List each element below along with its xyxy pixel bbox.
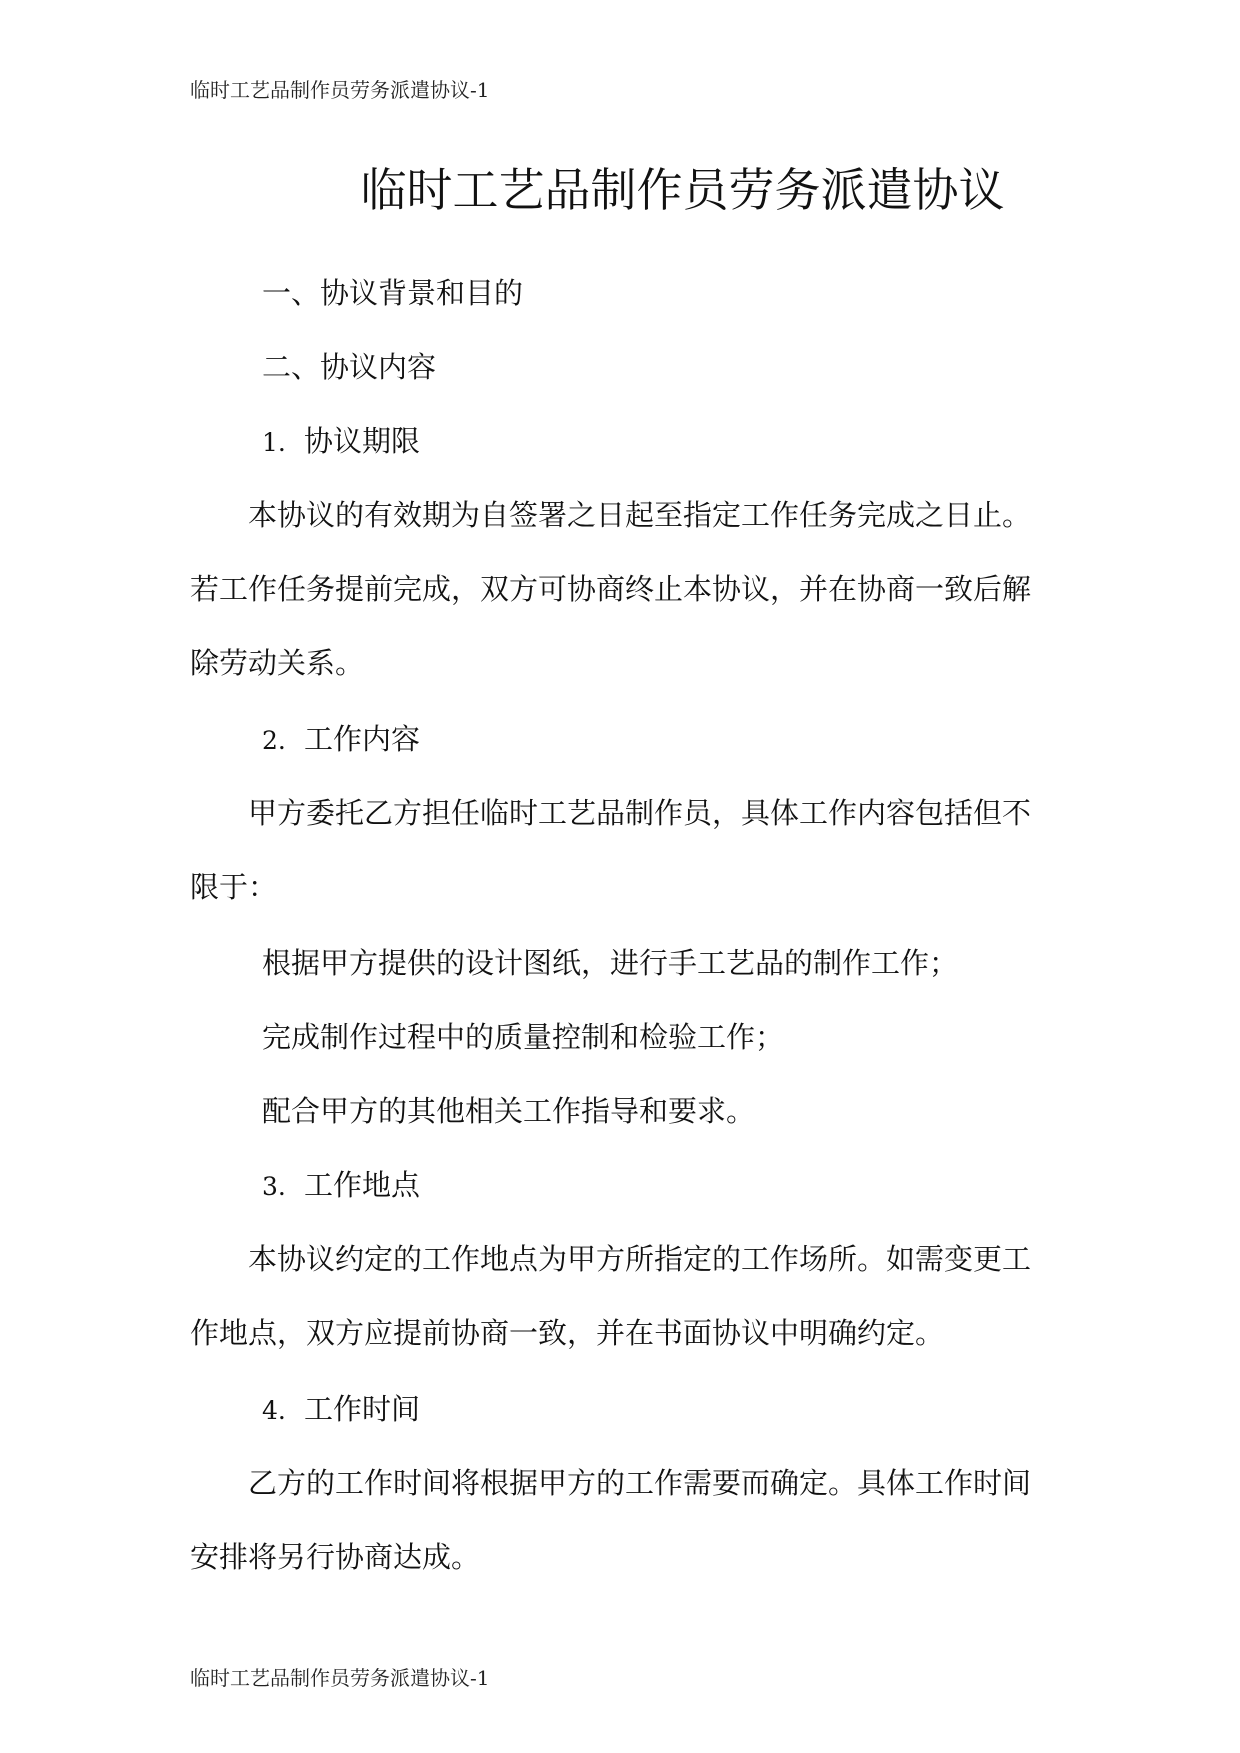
page-footer: 临时工艺品制作员劳务派遣协议-1	[190, 1666, 490, 1690]
duty-item: 配合甲方的其他相关工作指导和要求。	[262, 1094, 756, 1128]
paragraph-work-content: 甲方委托乙方担任临时工艺品制作员，具体工作内容包括但不限于：	[190, 796, 1032, 904]
section-heading-content: 二、协议内容	[262, 350, 437, 384]
item-number: 4.	[262, 1396, 286, 1425]
item-number: 3.	[262, 1172, 286, 1201]
item-number: 1.	[262, 428, 286, 457]
item-heading-term	[262, 421, 420, 463]
paragraph-term: 本协议的有效期为自签署之日起至指定工作任务完成之日止。若工作任务提前完成，双方可协商终止本协议，并在协商一致后解除劳动关系。	[190, 498, 1032, 680]
item-label: 工作内容	[304, 722, 421, 756]
item-label: 协议期限	[304, 424, 421, 458]
item-label: 工作时间	[304, 1392, 421, 1426]
duty-item: 完成制作过程中的质量控制和检验工作；	[262, 1020, 785, 1054]
duty-item: 根据甲方提供的设计图纸，进行手工艺品的制作工作；	[262, 946, 959, 980]
item-heading-work-hours	[262, 1389, 420, 1431]
item-heading-work-content	[262, 719, 420, 761]
section-heading-background: 一、协议背景和目的	[262, 276, 524, 310]
paragraph-work-hours: 乙方的工作时间将根据甲方的工作需要而确定。具体工作时间安排将另行协商达成。	[190, 1466, 1032, 1574]
page-header: 临时工艺品制作员劳务派遣协议-1	[190, 78, 490, 102]
item-number: 2.	[262, 726, 286, 755]
item-label: 工作地点	[304, 1168, 421, 1202]
document-title: 临时工艺品制作员劳务派遣协议	[360, 163, 1005, 217]
paragraph-location: 本协议约定的工作地点为甲方所指定的工作场所。如需变更工作地点，双方应提前协商一致，并在书面协议中明确约定。	[190, 1242, 1032, 1350]
item-heading-location	[262, 1165, 420, 1207]
